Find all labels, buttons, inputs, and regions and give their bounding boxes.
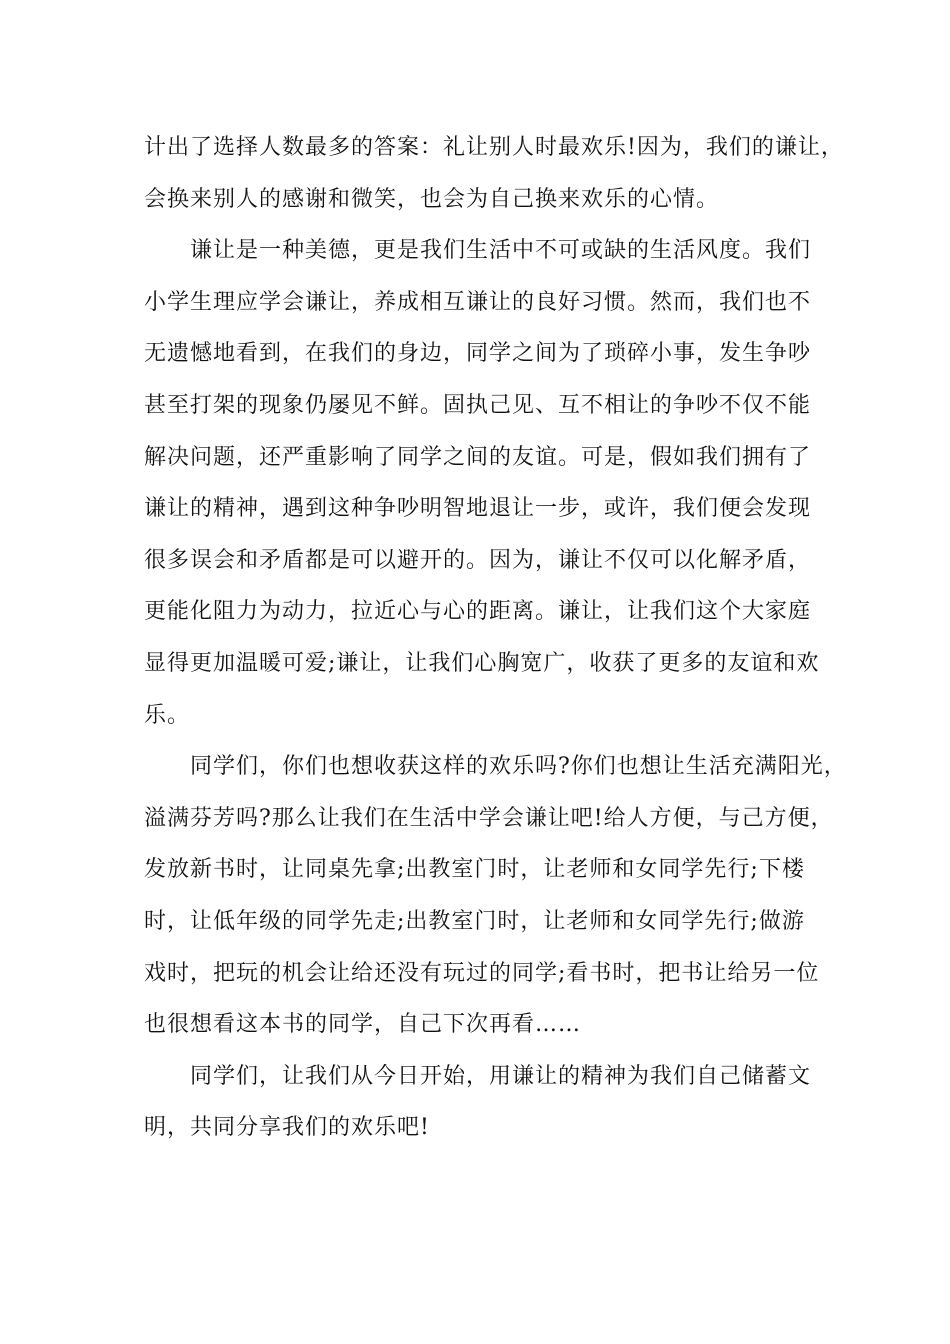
text-line: 谦让的精神，遇到这种争吵明智地退让一步，或许，我们便会发现 bbox=[144, 496, 812, 522]
paragraph-3 bbox=[144, 741, 847, 1051]
text-line: 明，共同分享我们的欢乐吧! bbox=[144, 1115, 430, 1141]
text-line: 同学们，你们也想收获这样的欢乐吗?你们也想让生活充满阳光， bbox=[190, 754, 847, 780]
text-line: 甚至打架的现象仍屡见不鲜。固执己见、互不相让的争吵不仅不能 bbox=[144, 392, 812, 418]
text-line: 谦让是一种美德，更是我们生活中不可或缺的生活风度。我们 bbox=[190, 238, 812, 264]
text-line: 无遗憾地看到，在我们的身边，同学之间为了琐碎小事，发生争吵 bbox=[144, 341, 812, 367]
text-line: 会换来别人的感谢和微笑，也会为自己换来欢乐的心情。 bbox=[144, 186, 720, 212]
paragraph-1 bbox=[144, 122, 844, 225]
text-line: 乐。 bbox=[144, 702, 191, 728]
text-line: 时，让低年级的同学先走;出教室门时，让老师和女同学先行;做游 bbox=[144, 908, 805, 934]
text-line: 发放新书时，让同桌先拿;出教室门时，让老师和女同学先行;下楼 bbox=[144, 857, 805, 883]
text-line: 计出了选择人数最多的答案：礼让别人时最欢乐!因为，我们的谦让， bbox=[144, 135, 844, 160]
paragraph-4 bbox=[144, 1051, 816, 1154]
text-line: 小学生理应学会谦让，养成相互谦让的良好习惯。然而，我们也不 bbox=[144, 289, 812, 315]
paragraph-2 bbox=[144, 225, 820, 741]
text-line: 解决问题，还严重影响了同学之间的友谊。可是，假如我们拥有了 bbox=[144, 444, 812, 470]
text-line: 溢满芬芳吗?那么让我们在生活中学会谦让吧!给人方便，与己方便， bbox=[144, 805, 834, 831]
text-line: 戏时，把玩的机会让给还没有玩过的同学;看书时，把书让给另一位 bbox=[144, 960, 820, 986]
text-line: 显得更加温暖可爱;谦让，让我们心胸宽广，收获了更多的友谊和欢 bbox=[144, 650, 820, 676]
text-line: 同学们，让我们从今日开始，用谦让的精神为我们自己储蓄文 bbox=[190, 1063, 812, 1089]
text-line: 也很想看这本书的同学，自己下次再看…… bbox=[144, 1012, 582, 1038]
text-line: 很多误会和矛盾都是可以避开的。因为，谦让不仅可以化解矛盾， bbox=[144, 547, 812, 573]
document-body bbox=[144, 122, 847, 1154]
text-line: 更能化阻力为动力，拉近心与心的距离。谦让，让我们这个大家庭 bbox=[144, 599, 812, 625]
